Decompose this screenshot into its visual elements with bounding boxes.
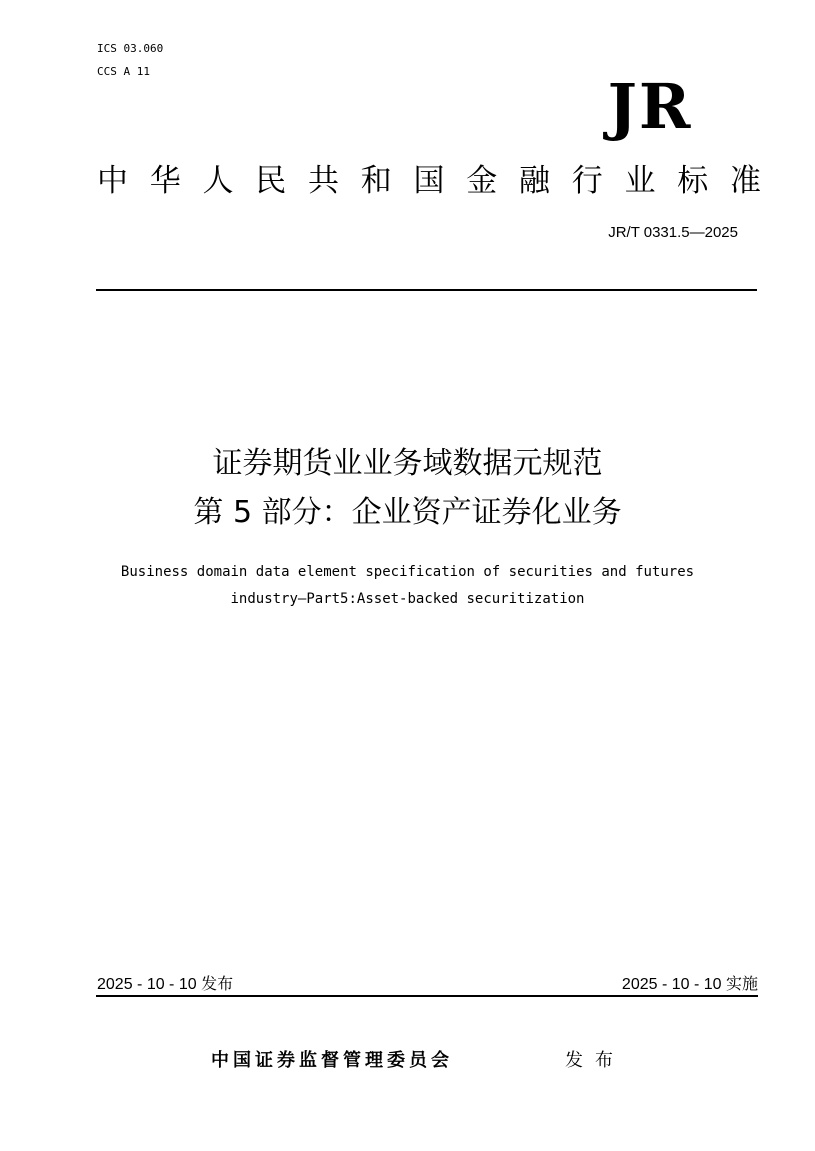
- jr-logo: JR: [607, 70, 693, 143]
- standard-category-char: 中: [97, 163, 128, 199]
- standard-category-char: 融: [519, 163, 550, 199]
- title-chinese-line-1: 证券期货业业务域数据元规范: [212, 446, 603, 481]
- ics-code: ICS 03.060: [97, 42, 164, 55]
- issuing-authority: 中国证券监督管理委员会: [211, 1050, 453, 1071]
- title-english-line-2: industry—Part5:Asset-backed securitization: [230, 591, 585, 607]
- standard-category-char: 华: [149, 163, 181, 199]
- ccs-code: CCS A 11: [97, 65, 150, 78]
- issue-label: 发布: [565, 1050, 625, 1071]
- standard-category-char: 准: [730, 163, 761, 199]
- standard-number: JR/T 0331.5—2025: [608, 224, 738, 241]
- standard-category-char: 国: [413, 163, 445, 199]
- title-english-line-1: Business domain data element specification of securities and futures: [120, 564, 695, 580]
- standard-category-char: 金: [466, 163, 498, 199]
- standard-category: [97, 158, 761, 204]
- standard-category-char: 民: [255, 163, 287, 199]
- implementation-date: 2025 - 10 - 10 实施: [621, 976, 758, 993]
- standard-category-char: 共: [308, 163, 339, 199]
- header-divider: [96, 289, 757, 291]
- issue-date: 2025 - 10 - 10 发布: [97, 976, 234, 993]
- standard-category-char: 人: [202, 163, 234, 199]
- standard-category-char: 和: [360, 163, 392, 199]
- standard-category-char: 标: [677, 163, 709, 199]
- title-chinese-line-2: 第 5 部分：企业资产证券化业务: [193, 495, 622, 530]
- standard-category-char: 业: [624, 163, 656, 199]
- footer-divider: [96, 995, 758, 997]
- standard-category-char: 行: [571, 163, 603, 199]
